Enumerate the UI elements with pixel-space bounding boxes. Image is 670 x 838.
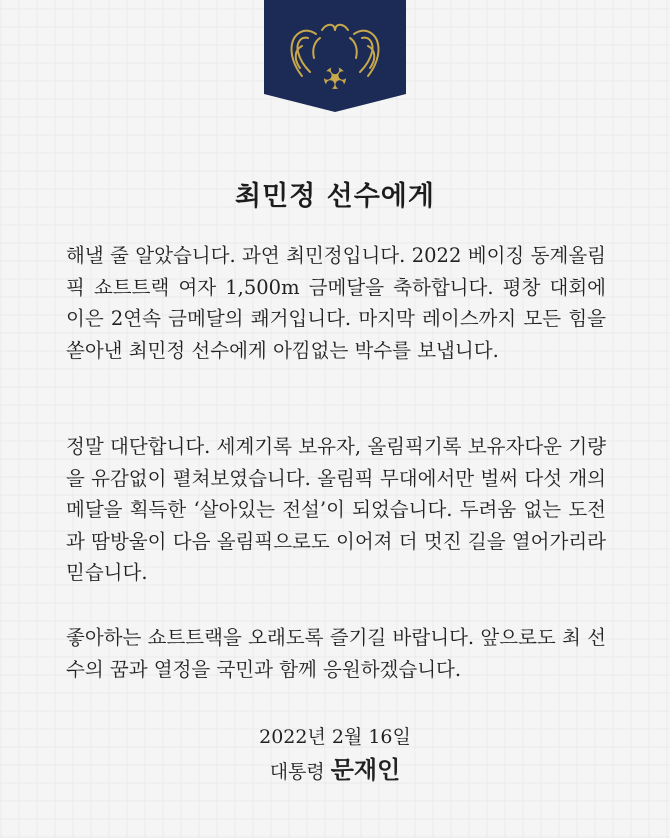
signature-title: 대통령 bbox=[269, 761, 325, 783]
letter-date: 2022년 2월 16일 bbox=[259, 726, 411, 748]
letter-paragraph-1: 해낼 줄 알았습니다. 과연 최민정입니다. 2022 베이징 동계올림픽 쇼트트랙 여자 1,500m 금메달을 축하합니다. 평창 대회에 이은 2연속 금메달의 쾌거입니다. 마지막 레이스까지 모든 힘을 쏟아낸 최민정 선수에게 아낌없는 박수를 보냅니다. bbox=[66, 244, 606, 362]
letter-paragraph-3: 좋아하는 쇼트트랙을 오래도록 즐기길 바랍니다. 앞으로도 최 선수의 꿈과 열정을 국민과 함께 응원하겠습니다. bbox=[66, 626, 606, 681]
letter-paragraph-2: 정말 대단합니다. 세계기록 보유자, 올림픽기록 보유자다운 기량을 유감없이 펼쳐보였습니다. 올림픽 무대에서만 벌써 다섯 개의 메달을 획득한 ‘살아있는 전설’이 되었습니다. 두려움 없는 도전과 땀방울이 다음 올림픽으로도 이어져 더 멋진 길을 열어가리라 믿습니다. bbox=[66, 435, 606, 584]
letter-title: 최민정 선수에게 bbox=[235, 181, 435, 212]
presidential-seal-banner bbox=[264, 0, 406, 112]
signature-block bbox=[0, 750, 670, 785]
signature-name: 문재인 bbox=[330, 755, 401, 784]
